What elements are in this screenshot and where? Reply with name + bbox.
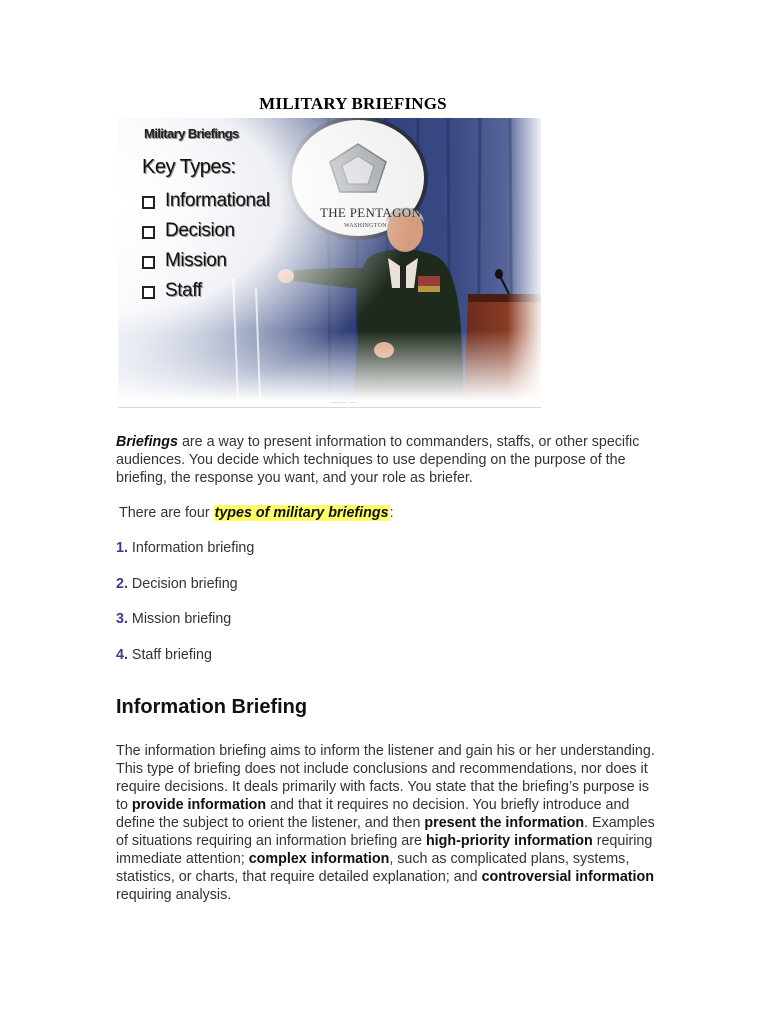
list-item: 4. Staff briefing xyxy=(116,647,212,664)
intro-rest: are a way to present information to commanders, staffs, or other specific audiences. You decide which techniques to use depending on the purpose of the briefing, the response you want, and your role as briefer. xyxy=(116,434,640,486)
photo-credit: ———— · —— xyxy=(330,399,358,404)
types-line: There are four types of military briefings: xyxy=(119,505,394,521)
slide-list xyxy=(142,186,270,306)
checkbox-icon xyxy=(142,286,155,299)
checkbox-icon xyxy=(142,256,155,269)
slide-list-item: Mission xyxy=(142,246,270,276)
slide-list-item: Decision xyxy=(142,216,270,246)
list-item: 3. Mission briefing xyxy=(116,611,232,628)
slide-list-item: Staff xyxy=(142,276,270,306)
checkbox-icon xyxy=(142,226,155,239)
section-body: The information briefing aims to inform the listener and gain his or her understanding. This type of briefing does not include conclusions and recommendations, nor does it require decisions. It deals primarily with facts. You state that the briefing’s purpose is to provide information and that it requires no decision. You briefly introduce and define the subject to orient the listener, and then present the information. Examples of situations requiring an information briefing are high-priority information requiring immediate attention; complex information, such as complicated plans, systems, statistics, or charts, that require detailed explanation; and controversial information requiring analysis. xyxy=(116,743,655,903)
slide-heading: Key Types: xyxy=(142,156,236,178)
list-item: 2. Decision briefing xyxy=(116,575,238,592)
list-item: 1. Information briefing xyxy=(116,540,255,556)
section-heading: Information Briefing xyxy=(116,696,308,718)
intro-paragraph xyxy=(116,433,656,487)
briefing-photo xyxy=(118,118,541,401)
seal-subtext: WASHINGTON xyxy=(344,223,387,229)
intro-lead: Briefings xyxy=(116,434,178,450)
page-title: MILITARY BRIEFINGS xyxy=(259,94,447,113)
checkbox-icon xyxy=(142,196,155,209)
slide-list-item: Informational xyxy=(142,186,270,216)
types-highlight: types of military briefings xyxy=(214,505,389,521)
seal-text: THE PENTAGON xyxy=(320,205,422,220)
briefing-list xyxy=(116,540,254,683)
divider xyxy=(118,407,541,408)
slide-title: Military Briefings xyxy=(144,126,239,141)
